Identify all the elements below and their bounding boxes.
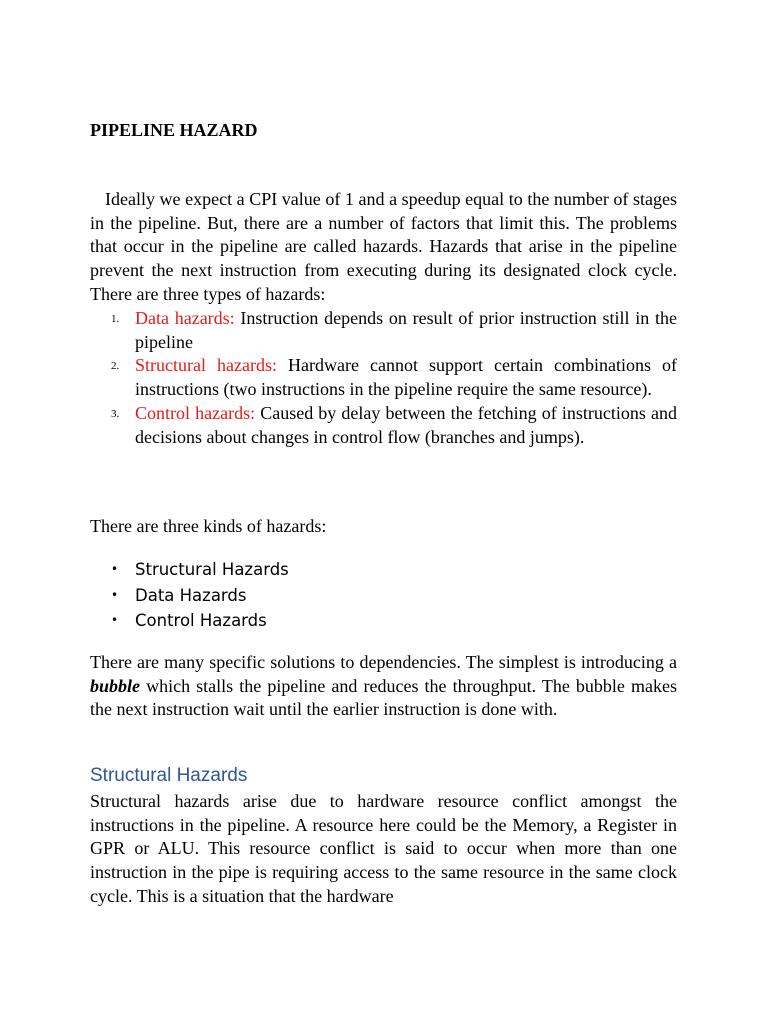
kinds-intro: There are three kinds of hazards: [90, 516, 327, 536]
solutions-text-after: which stalls the pipeline and reduces the throughput. The bubble makes the next instruction wait until the earlier instruction is done with. [90, 675, 677, 720]
hazard-name: Structural hazards: [135, 355, 277, 376]
hazard-types-list [90, 307, 677, 449]
structural-hazards-paragraph: Structural hazards arise due to hardware resource conflict amongst the instructions in the pipeline. A resource here could be the Memory, a Register in GPR or ALU. This resource conflict is said to occur when more than one instruction in the pipe is requiring access to the same resource in the same clock cycle. This is a situation that the hardware [90, 791, 677, 906]
list-item [90, 307, 677, 354]
list-item [90, 608, 289, 634]
intro-paragraph: Ideally we expect a CPI value of 1 and a speedup equal to the number of stages in the pipeline. But, there are a number of factors that limit this. The problems that occur in the pipeline are called hazards. Hazards that arise in the pipeline prevent the next instruction from executing during its designated clock cycle. There are three types of hazards: [90, 189, 677, 304]
list-number: 1. [111, 313, 120, 325]
bullet-icon: • [111, 562, 119, 576]
solutions-text-before: There are many specific solutions to dependencies. The simplest is introducing a [90, 652, 677, 672]
solutions-paragraph [90, 651, 677, 722]
bullet-icon: • [111, 613, 119, 627]
page-title: PIPELINE HAZARD [90, 120, 258, 140]
list-item [90, 583, 289, 609]
hazard-description: Instruction depends on result of prior instruction still in the pipeline [135, 308, 677, 352]
list-number: 2. [111, 360, 120, 373]
kind-label: Structural Hazards [135, 560, 289, 579]
hazard-name: Control hazards: [135, 402, 256, 423]
bubble-emphasis: bubble [90, 675, 141, 696]
list-item [90, 557, 289, 583]
list-number: 3. [111, 407, 120, 420]
list-item [90, 354, 677, 401]
bullet-icon: • [111, 587, 119, 602]
kind-label: Control Hazards [135, 611, 267, 630]
kinds-list [90, 557, 289, 634]
hazard-description: Caused by delay between the fetching of instructions and decisions about changes in control flow (branches and jumps). [135, 402, 677, 447]
hazard-name: Data hazards: [135, 308, 235, 328]
list-item [90, 402, 677, 449]
hazard-description: Hardware cannot support certain combinations of instructions (two instructions in the pipeline require the same resource). [135, 355, 677, 400]
structural-hazards-heading: Structural Hazards [90, 765, 248, 786]
kind-label: Data Hazards [135, 585, 247, 605]
